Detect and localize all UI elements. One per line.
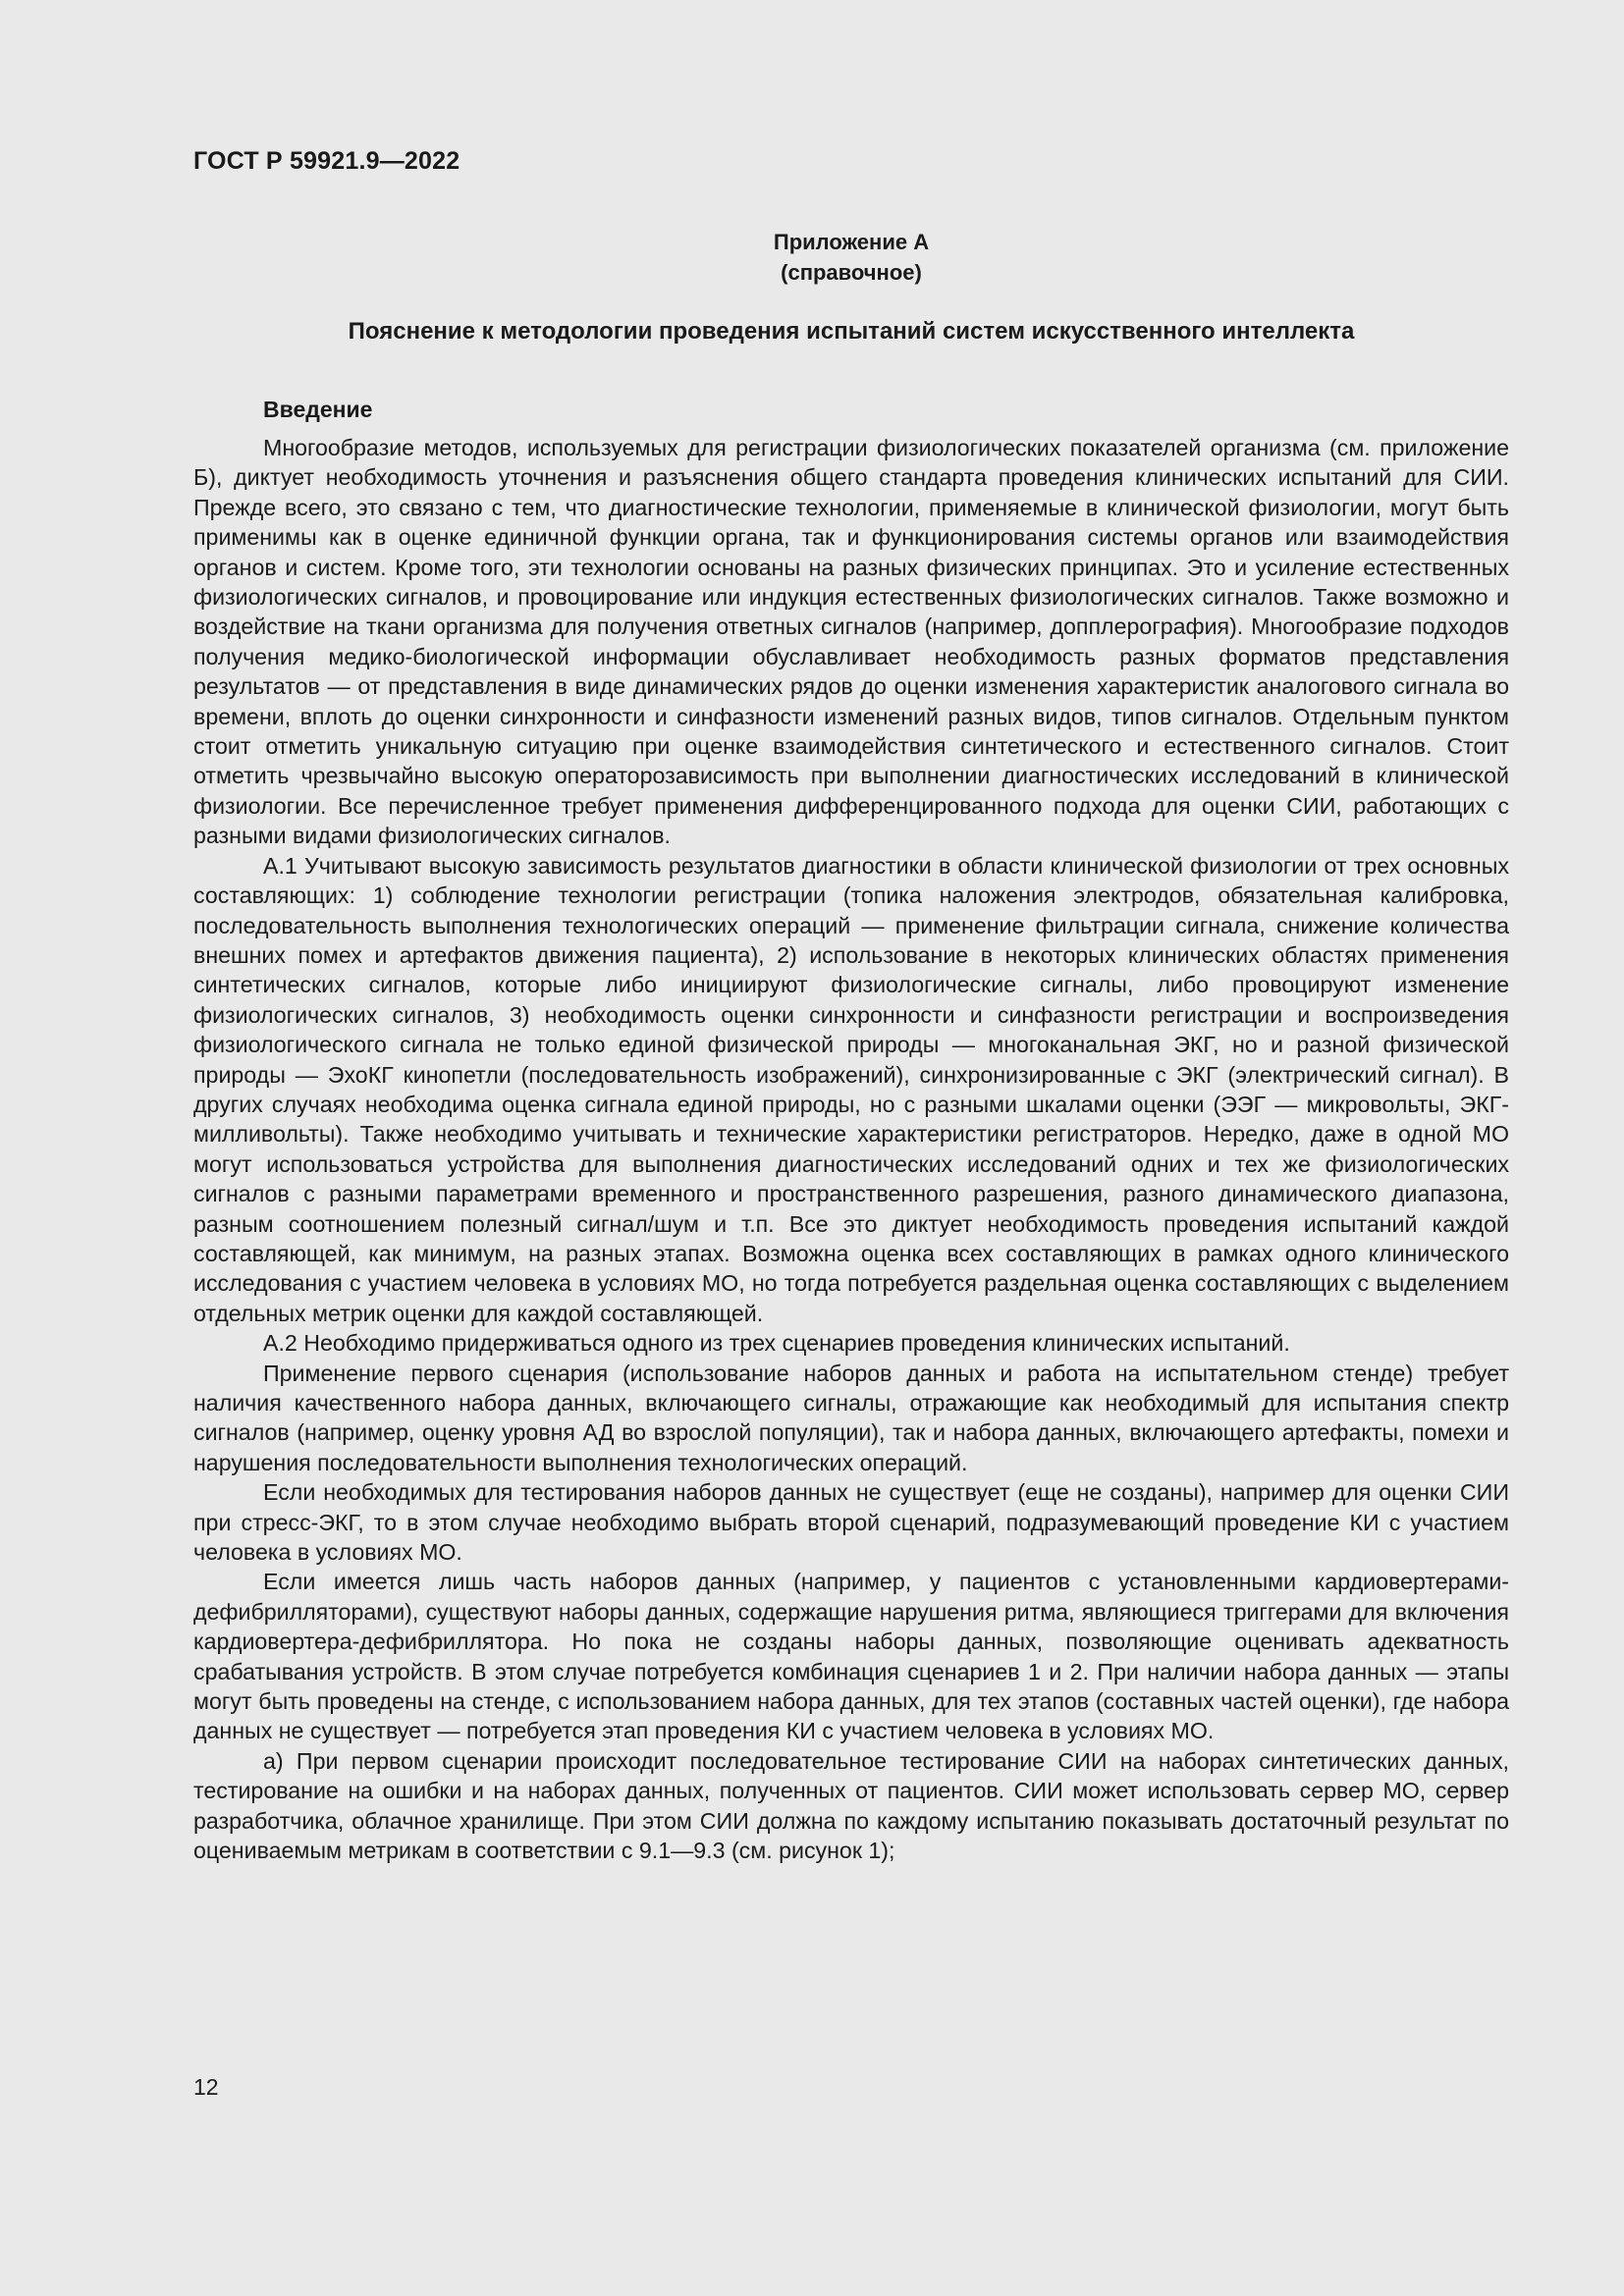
paragraph-scenario-1: Применение первого сценария (использование наборов данных и работа на испытательном стенде) требует наличия качественного набора данных, включающего сигналы, отражающие как необходимый для испытания спектр сигналов (например, оценку уровня АД во взрослой популяции), так и набора данных, включающего артефакты, помехи и нарушения последовательности выполнения технологических операций. <box>193 1360 1509 1475</box>
page-number: 12 <box>193 2074 219 2100</box>
section-heading-introduction: Введение <box>263 397 373 422</box>
paragraph-scenario-2: Если необходимых для тестирования наборов данных не существует (еще не созданы), например для оценки СИИ при стресс-ЭКГ, то в этом случае необходимо выбрать второй сценарий, подразумевающий проведение КИ с участием человека в условиях МО. <box>193 1479 1509 1566</box>
paragraph-a1: А.1 Учитывают высокую зависимость результатов диагностики в области клинической физиологии от трех основных составляющих: 1) соблюдение технологии регистрации (топика наложения электродов, обязательная калибровка, последовательность выполнения технологических операций — применение фильтрации сигнала, снижение количества внешних помех и артефактов движения пациента), 2) использование в некоторых клинических областях применения синтетических сигналов, которые либо инициируют физиологические сигналы, либо провоцируют изменение физиологических сигналов, 3) необходимость оценки синхронности и синфазности регистрации и воспроизведения физиологического сигнала не только единой физической природы — многоканальная ЭКГ, но и разной физической природы — ЭхоКГ кинопетли (последовательность изображений), синхронизированные с ЭКГ (электрический сигнал). В других случаях необходима оценка сигнала единой природы, но с разными шкалами оценки (ЭЭГ — микровольты, ЭКГ-милливольты). Также необходимо учитывать и технические характеристики регистраторов. Нередко, даже в одной МО могут использоваться устройства для выполнения диагностических исследований одних и тех же физиологических сигналов с разными параметрами временного и пространственного разрешения, разного динамического диапазона, разным соотношением полезный сигнал/шум и т.п. Все это диктует необходимость проведения испытаний каждой составляющей, как минимум, на разных этапах. Возможна оценка всех составляющих в рамках одного клинического исследования с участием человека в условиях МО, но тогда потребуется раздельная оценка составляющих с выделением отдельных метрик оценки для каждой составляющей. <box>193 852 1509 1326</box>
annex-title: Пояснение к методологии проведения испытаний систем искусственного интеллекта <box>348 318 1355 345</box>
annex-heading <box>193 227 1509 288</box>
paragraph-introduction: Многообразие методов, используемых для регистрации физиологических показателей организма (см. приложение Б), диктует необходимость уточнения и разъяснения общего стандарта проведения клинических испытаний для СИИ. Прежде всего, это связано с тем, что диагностические технологии, применяемые в клинической физиологии, могут быть применимы как в оценке единичной функции органа, так и функционирования системы органов или взаимодействия органов и систем. Кроме того, эти технологии основаны на разных физических принципах. Это и усиление естественных физиологических сигналов, и провоцирование или индукция естественных физиологических сигналов. Также возможно и воздействие на ткани организма для получения ответных сигналов (например, допплерография). Многообразие подходов получения медико-биологической информации обуславливает необходимость разных форматов представления результатов — от представления в виде динамических рядов до оценки изменения характеристик аналогового сигнала во времени, вплоть до оценки синхронности и синфазности изменений разных видов, типов сигналов. Отдельным пунктом стоит отметить уникальную ситуацию при оценке взаимодействия синтетического и естественного сигналов. Стоит отметить чрезвычайно высокую операторозависимость при выполнении диагностических исследований в клинической физиологии. Все перечисленное требует применения дифференцированного подхода для оценки СИИ, работающих с разными видами физиологических сигналов. <box>193 435 1509 849</box>
annex-type: (справочное) <box>781 260 922 285</box>
paragraph-scenario-combined: Если имеется лишь часть наборов данных (например, у пациентов с установленными кардиовертерами-дефибрилляторами), существуют наборы данных, содержащие нарушения ритма, являющиеся триггерами для включения кардиовертера-дефибриллятора. Но пока не созданы наборы данных, позволяющие оценивать адекватность срабатывания устройств. В этом случае потребуется комбинация сценариев 1 и 2. При наличии набора данных — этапы могут быть проведены на стенде, с использованием набора данных, для тех этапов (составных частей оценки), где набора данных не существует — потребуется этап проведения КИ с участием человека в условиях МО. <box>193 1569 1509 1744</box>
paragraph-list-item-a: а) При первом сценарии происходит последовательное тестирование СИИ на наборах синтетических данных, тестирование на ошибки и на наборах данных, полученных от пациентов. СИИ может использовать сервер МО, сервер разработчика, облачное хранилище. При этом СИИ должна по каждому испытанию показывать достаточный результат по оцениваемым метрикам в соответствии с 9.1—9.3 (см. рисунок 1); <box>193 1747 1509 1864</box>
paragraph-a2: А.2 Необходимо придерживаться одного из трех сценариев проведения клинических испытаний. <box>263 1330 1290 1357</box>
standard-code-header: ГОСТ Р 59921.9—2022 <box>193 147 460 175</box>
body-text <box>193 433 1509 1866</box>
annex-label: Приложение А <box>773 230 930 254</box>
